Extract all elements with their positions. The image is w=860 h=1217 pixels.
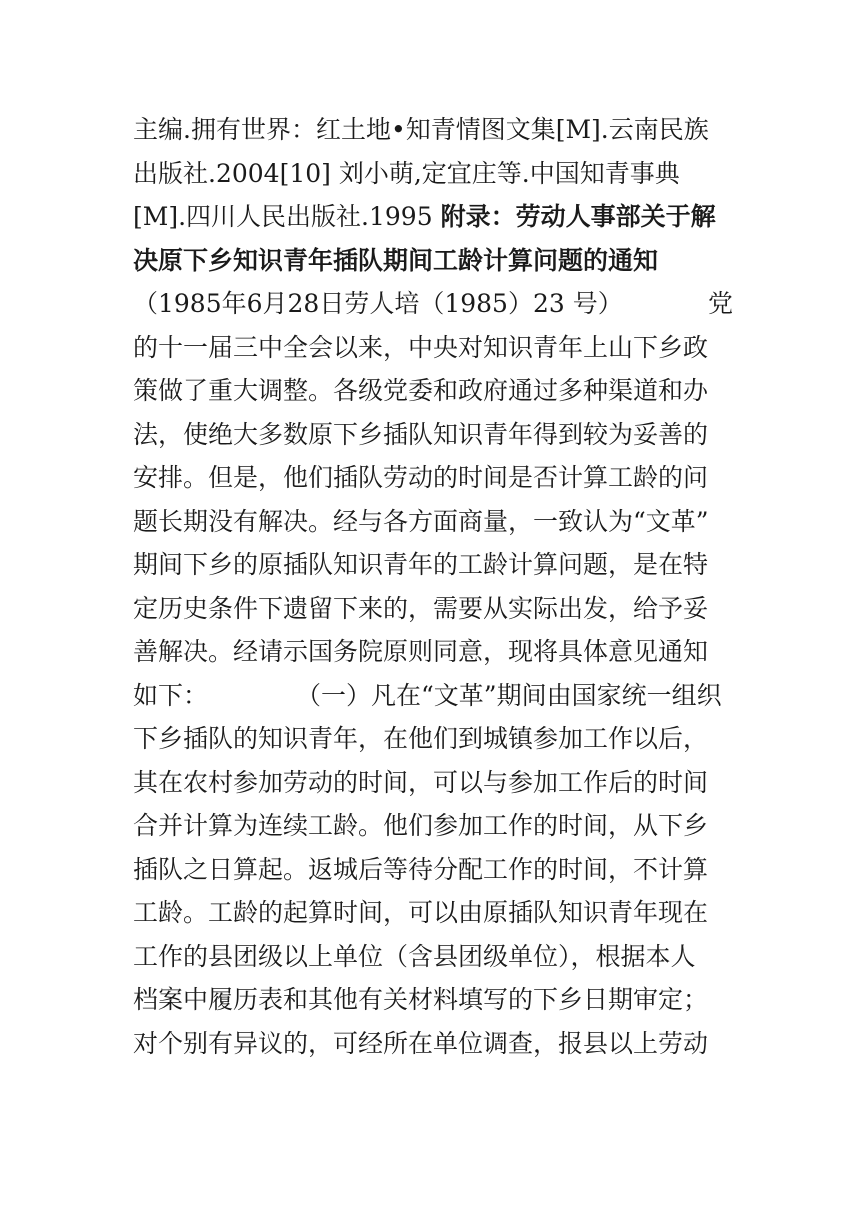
text-line bbox=[133, 674, 733, 718]
line-text: 题长期没有解决。经与各方面商量，一致认为“文革” bbox=[133, 506, 709, 536]
line-text: 期间下乡的原插队知识青年的工龄计算问题，是在特 bbox=[133, 550, 709, 579]
line-text: 如下： bbox=[133, 680, 209, 710]
document-body bbox=[133, 108, 733, 1065]
text-line bbox=[133, 543, 733, 587]
line-text: 安排。但是，他们插队劳动的时间是否计算工龄的问 bbox=[133, 463, 709, 492]
clause-text: （一）凡在“文革”期间由国家统一组织 bbox=[296, 680, 722, 710]
text-line bbox=[133, 978, 733, 1022]
text-line bbox=[133, 282, 733, 326]
text-line bbox=[133, 935, 733, 979]
text-line bbox=[133, 1022, 733, 1066]
text-line bbox=[133, 848, 733, 892]
text-line bbox=[133, 108, 733, 152]
appendix-heading: 附录：劳动人事部关于解 bbox=[440, 202, 716, 231]
line-text: 工龄。工龄的起算时间，可以由原插队知识青年现在 bbox=[133, 898, 709, 927]
line-text: 善解决。经请示国务院原则同意，现将具体意见通知 bbox=[133, 637, 709, 666]
text-line bbox=[133, 369, 733, 413]
text-line bbox=[133, 804, 733, 848]
line-text: 的十一届三中全会以来，中央对知识青年上山下乡政 bbox=[133, 332, 709, 362]
line-text: 工作的县团级以上单位（含县团级单位），根据本人 bbox=[133, 941, 696, 971]
document-reference: （1985年6月28日劳人培（1985）23 号） bbox=[133, 289, 623, 318]
line-text: [M].四川人民出版社.1995 bbox=[133, 202, 441, 231]
line-text: 其在农村参加劳动的时间，可以与参加工作后的时间 bbox=[133, 767, 709, 797]
text-line bbox=[133, 500, 733, 544]
text-line bbox=[133, 717, 733, 761]
text-line bbox=[133, 456, 733, 500]
line-text: 出版社.2004[10] 刘小萌,定宜庄等.中国知青事典 bbox=[133, 158, 680, 188]
text-line bbox=[133, 761, 733, 805]
line-text: 对个别有异议的，可经所在单位调查，报县以上劳动 bbox=[133, 1028, 709, 1058]
line-text: 法，使绝大多数原下乡插队知识青年得到较为妥善的 bbox=[133, 419, 709, 449]
line-text: 档案中履历表和其他有关材料填写的下乡日期审定； bbox=[133, 985, 709, 1014]
text-line bbox=[133, 195, 733, 239]
text-line bbox=[133, 152, 733, 196]
text-line bbox=[133, 587, 733, 631]
line-text: 定历史条件下遗留下来的，需要从实际出发，给予妥 bbox=[133, 593, 709, 623]
line-text: 合并计算为连续工龄。他们参加工作的时间，从下乡 bbox=[133, 811, 709, 840]
text-line bbox=[133, 413, 733, 457]
line-text: 党 bbox=[707, 289, 733, 318]
line-text: 插队之日算起。返城后等待分配工作的时间，不计算 bbox=[133, 854, 709, 884]
text-line bbox=[133, 326, 733, 370]
line-text: 策做了重大调整。各级党委和政府通过多种渠道和办 bbox=[133, 376, 709, 405]
line-text: 下乡插队的知识青年，在他们到城镇参加工作以后， bbox=[133, 724, 709, 753]
text-line bbox=[133, 239, 733, 283]
text-line bbox=[133, 891, 733, 935]
line-text: 主编.拥有世界：红土地•知青情图文集[M].云南民族 bbox=[133, 115, 709, 144]
appendix-heading: 决原下乡知识青年插队期间工龄计算问题的通知 bbox=[133, 245, 659, 275]
text-line bbox=[133, 630, 733, 674]
